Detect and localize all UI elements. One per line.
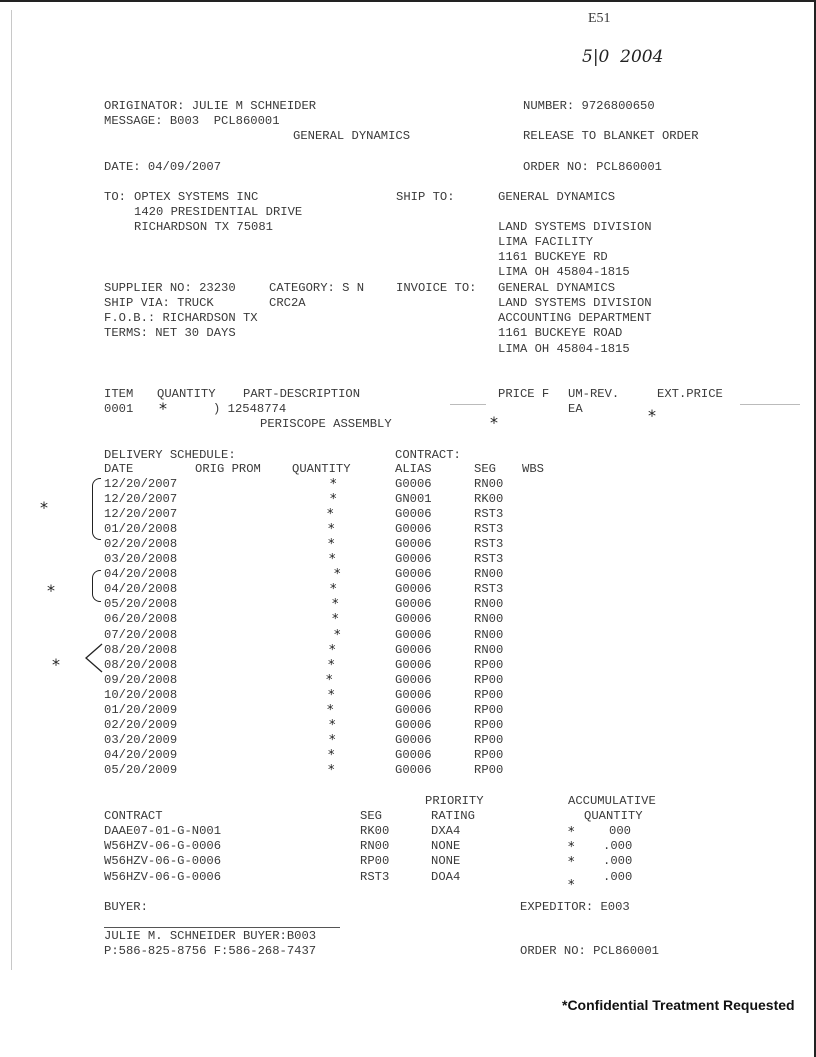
- contract-number: W56HZV-06-G-0006: [104, 839, 222, 854]
- redaction-asterisk-icon: *: [568, 877, 575, 893]
- delivery-date: 02/20/2008: [104, 537, 178, 552]
- delivery-schedule-title: DELIVERY SCHEDULE:: [104, 448, 236, 462]
- table-row: [0, 507, 816, 522]
- margin-asterisk-icon: *: [40, 498, 48, 517]
- table-row: [0, 597, 816, 612]
- delivery-date: 12/20/2007: [104, 492, 178, 507]
- contract-alias: G0006: [395, 687, 432, 702]
- contract-alias: G0006: [395, 477, 432, 491]
- table-row: [0, 763, 816, 778]
- table-row: [0, 869, 816, 893]
- vendor-address-line2: RICHARDSON TX 75081: [134, 220, 273, 234]
- redaction-asterisk-icon: *: [332, 597, 339, 613]
- handwritten-date-note: 5|0 2004: [582, 47, 664, 67]
- redaction-asterisk-icon: *: [330, 477, 337, 492]
- contract-alias: G0006: [395, 762, 432, 777]
- segment: RN00: [474, 567, 504, 582]
- ship-to-line: LIMA OH 45804-1815: [498, 265, 630, 279]
- page-top-border: [0, 0, 816, 2]
- segment: RN00: [474, 627, 504, 642]
- margin-asterisk-icon: *: [47, 581, 55, 600]
- signature-line: [104, 927, 340, 928]
- fob: F.O.B.: RICHARDSON TX: [104, 311, 258, 325]
- contract-alias: G0006: [395, 747, 432, 762]
- contract-alias: G0006: [395, 552, 432, 567]
- table-row: [0, 581, 816, 600]
- col-seg: SEG: [360, 809, 382, 823]
- part-description: PERISCOPE ASSEMBLY: [260, 417, 392, 431]
- item-number: 0001: [104, 402, 134, 416]
- vendor-address-line1: 1420 PRESIDENTIAL DRIVE: [134, 205, 303, 219]
- table-row: [0, 733, 816, 748]
- contract-alias: G0006: [395, 537, 432, 552]
- segment: RP00: [474, 672, 504, 687]
- invoice-to-line: GENERAL DYNAMICS: [498, 281, 616, 295]
- priority-rating: DOA4: [431, 869, 461, 884]
- invoice-to-label: INVOICE TO:: [396, 281, 477, 295]
- segment: RST3: [474, 507, 504, 522]
- segment: RP00: [474, 732, 504, 747]
- delivery-date: 04/20/2009: [104, 747, 178, 762]
- redaction-asterisk-icon: *: [326, 672, 333, 688]
- confidential-notice: *Confidential Treatment Requested: [562, 997, 795, 1013]
- margin-asterisk-icon: *: [52, 655, 60, 674]
- redaction-asterisk-icon: *: [334, 567, 341, 583]
- table-row: [0, 477, 816, 492]
- contract-alias: G0006: [395, 627, 432, 642]
- delivery-date: 01/20/2008: [104, 522, 178, 537]
- contract-alias: G0006: [395, 582, 432, 597]
- table-row: [0, 522, 816, 537]
- contract-alias: G0006: [395, 702, 432, 717]
- delivery-date: 07/20/2008: [104, 627, 178, 642]
- table-row: [0, 552, 816, 567]
- segment: RP00: [474, 687, 504, 702]
- segment: RST3: [474, 552, 504, 567]
- delivery-date: 05/20/2009: [104, 762, 178, 777]
- segment: RN00: [474, 597, 504, 612]
- redaction-asterisk-icon: *: [328, 537, 335, 553]
- delivery-date: 01/20/2009: [104, 702, 178, 717]
- ship-to-line: LIMA FACILITY: [498, 235, 594, 249]
- invoice-to-line: ACCOUNTING DEPARTMENT: [498, 311, 652, 325]
- handwritten-bracket: [92, 478, 101, 540]
- table-row: [0, 492, 816, 507]
- invoice-to-line: LAND SYSTEMS DIVISION: [498, 296, 652, 310]
- table-row: [0, 655, 816, 674]
- table-row: [0, 628, 816, 643]
- redaction-asterisk-icon: *: [648, 406, 656, 425]
- order-date: DATE: 04/09/2007: [104, 160, 222, 174]
- col-orig-prom: ORIG PROM: [195, 462, 261, 476]
- delivery-date: 03/20/2008: [104, 552, 178, 567]
- segment: RP00: [474, 702, 504, 717]
- redaction-asterisk-icon: *: [328, 762, 335, 778]
- col-part-description: PART-DESCRIPTION: [243, 387, 361, 401]
- category: CATEGORY: S N: [269, 281, 365, 295]
- table-row: [0, 673, 816, 688]
- col-priority-line2: RATING: [431, 809, 475, 823]
- contract-alias: G0006: [395, 507, 432, 522]
- col-accum-line2: QUANTITY: [584, 809, 643, 823]
- col-item: ITEM: [104, 387, 134, 401]
- order-number: NUMBER: 9726800650: [523, 99, 655, 113]
- segment: RN00: [474, 477, 504, 491]
- release-title: RELEASE TO BLANKET ORDER: [523, 129, 699, 143]
- col-ext-price: EXT.PRICE: [657, 387, 723, 401]
- table-row: [0, 612, 816, 627]
- footer-order-no: ORDER NO: PCL860001: [520, 944, 659, 958]
- accumulative-quantity: .000: [603, 854, 633, 869]
- redaction-asterisk-icon: *: [329, 642, 336, 658]
- delivery-date: 03/20/2009: [104, 732, 178, 747]
- ship-code: CRC2A: [269, 296, 306, 310]
- contract-title: CONTRACT:: [395, 448, 461, 462]
- table-row: [0, 537, 816, 552]
- table-row: [0, 854, 816, 869]
- delivery-date: 08/20/2008: [104, 642, 178, 657]
- col-priority-line1: PRIORITY: [425, 794, 484, 808]
- redaction-asterisk-icon: *: [328, 657, 335, 673]
- redaction-asterisk-icon: *: [329, 732, 336, 748]
- vendor-name: OPTEX SYSTEMS INC: [134, 190, 259, 204]
- unit-of-measure: EA: [568, 402, 583, 416]
- ship-via: SHIP VIA: TRUCK: [104, 296, 214, 310]
- col-wbs: WBS: [522, 462, 544, 476]
- redaction-asterisk-icon: *: [328, 522, 335, 538]
- redaction-asterisk-icon: *: [330, 492, 337, 508]
- contract-alias: G0006: [395, 522, 432, 537]
- contract-alias: G0006: [395, 717, 432, 732]
- col-date: DATE: [104, 462, 134, 476]
- redaction-asterisk-icon: *: [328, 687, 335, 703]
- contract-alias: G0006: [395, 567, 432, 582]
- segment: RP00: [474, 762, 504, 777]
- table-row: [0, 718, 816, 733]
- redaction-asterisk-icon: *: [329, 552, 336, 568]
- handwritten-bracket: [92, 570, 101, 602]
- expeditor: EXPEDITOR: E003: [520, 900, 630, 914]
- redaction-asterisk-icon: *: [159, 399, 167, 418]
- redaction-asterisk-icon: *: [334, 627, 341, 643]
- order-no: ORDER NO: PCL860001: [523, 160, 662, 174]
- contract-alias: G0006: [395, 612, 432, 627]
- col-contract: CONTRACT: [104, 809, 163, 823]
- table-row: [0, 748, 816, 763]
- table-row: [0, 839, 816, 854]
- delivery-date: 12/20/2007: [104, 507, 178, 522]
- segment: RST3: [474, 522, 504, 537]
- segment: RP00: [474, 657, 504, 672]
- supplier-no: SUPPLIER NO: 23230: [104, 281, 236, 295]
- segment: RN00: [474, 612, 504, 627]
- contract-alias: G0006: [395, 732, 432, 747]
- delivery-date: 05/20/2008: [104, 597, 178, 612]
- redaction-asterisk-icon: *: [332, 612, 339, 628]
- col-alias: ALIAS: [395, 462, 432, 476]
- redaction-asterisk-icon: *: [327, 702, 334, 718]
- page-code: E51: [588, 11, 611, 26]
- contract-number: DAAE07-01-G-N001: [104, 824, 222, 838]
- contract-number: W56HZV-06-G-0006: [104, 854, 222, 869]
- part-number: ) 12548774: [213, 402, 287, 416]
- terms: TERMS: NET 30 DAYS: [104, 326, 236, 340]
- col-quantity: QUANTITY: [157, 387, 216, 401]
- handwritten-chevron: [84, 642, 104, 674]
- table-row: [0, 703, 816, 718]
- accumulative-quantity: .000: [603, 839, 633, 854]
- contract-alias: GN001: [395, 492, 432, 507]
- redaction-asterisk-icon: *: [568, 840, 575, 856]
- contract-alias: G0006: [395, 672, 432, 687]
- segment: RK00: [360, 824, 390, 838]
- ship-to-line: GENERAL DYNAMICS: [498, 190, 616, 204]
- segment: RST3: [360, 869, 390, 884]
- priority-rating: DXA4: [431, 824, 461, 838]
- col-price: PRICE F: [498, 387, 550, 401]
- delivery-date: 08/20/2008: [104, 657, 178, 672]
- divider: [740, 404, 800, 405]
- delivery-date: 06/20/2008: [104, 612, 178, 627]
- redaction-asterisk-icon: *: [328, 747, 335, 763]
- ship-to-line: 1161 BUCKEYE RD: [498, 250, 608, 264]
- buyer-label: BUYER:: [104, 900, 148, 914]
- ship-to-label: SHIP TO:: [396, 190, 455, 204]
- priority-rating: NONE: [431, 854, 461, 869]
- contract-number: W56HZV-06-G-0006: [104, 869, 222, 884]
- invoice-to-line: 1161 BUCKEYE ROAD: [498, 326, 623, 340]
- table-row: [0, 688, 816, 703]
- originator: ORIGINATOR: JULIE M SCHNEIDER: [104, 99, 317, 113]
- redaction-asterisk-icon: *: [330, 582, 337, 598]
- delivery-date: 04/20/2008: [104, 582, 178, 597]
- segment: RP00: [474, 747, 504, 762]
- divider: [450, 404, 486, 405]
- delivery-date: 12/20/2007: [104, 477, 178, 491]
- to-label: TO:: [104, 190, 126, 204]
- accumulative-quantity: 000: [609, 824, 631, 838]
- redaction-asterisk-icon: *: [327, 507, 334, 523]
- contract-alias: G0006: [395, 657, 432, 672]
- segment: RK00: [474, 492, 504, 507]
- message: MESSAGE: B003 PCL860001: [104, 114, 280, 128]
- segment: RP00: [360, 854, 390, 869]
- buyer-phone: P:586-825-8756 F:586-268-7437: [104, 944, 317, 958]
- delivery-date: 09/20/2008: [104, 672, 178, 687]
- contract-alias: G0006: [395, 597, 432, 612]
- priority-rating: NONE: [431, 839, 461, 854]
- redaction-asterisk-icon: *: [568, 855, 575, 871]
- contract-alias: G0006: [395, 642, 432, 657]
- col-um-rev: UM-REV.: [568, 387, 620, 401]
- col-accum-line1: ACCUMULATIVE: [568, 794, 656, 808]
- table-row: [0, 824, 816, 839]
- accumulative-quantity: .000: [603, 869, 633, 884]
- segment: RST3: [474, 537, 504, 552]
- segment: RN00: [474, 642, 504, 657]
- delivery-date: 02/20/2009: [104, 717, 178, 732]
- redaction-asterisk-icon: *: [490, 413, 498, 432]
- table-row: [0, 567, 816, 582]
- delivery-date: 04/20/2008: [104, 567, 178, 582]
- redaction-asterisk-icon: *: [329, 717, 336, 733]
- segment: RN00: [360, 839, 390, 854]
- col-seg: SEG: [474, 462, 496, 476]
- col-quantity: QUANTITY: [292, 462, 351, 476]
- company-name: GENERAL DYNAMICS: [293, 129, 411, 143]
- invoice-to-line: LIMA OH 45804-1815: [498, 342, 630, 356]
- table-row: [0, 643, 816, 658]
- redaction-asterisk-icon: *: [568, 825, 575, 840]
- delivery-date: 10/20/2008: [104, 687, 178, 702]
- segment: RST3: [474, 582, 504, 597]
- segment: RP00: [474, 717, 504, 732]
- buyer-name: JULIE M. SCHNEIDER BUYER:B003: [104, 929, 317, 943]
- ship-to-line: LAND SYSTEMS DIVISION: [498, 220, 652, 234]
